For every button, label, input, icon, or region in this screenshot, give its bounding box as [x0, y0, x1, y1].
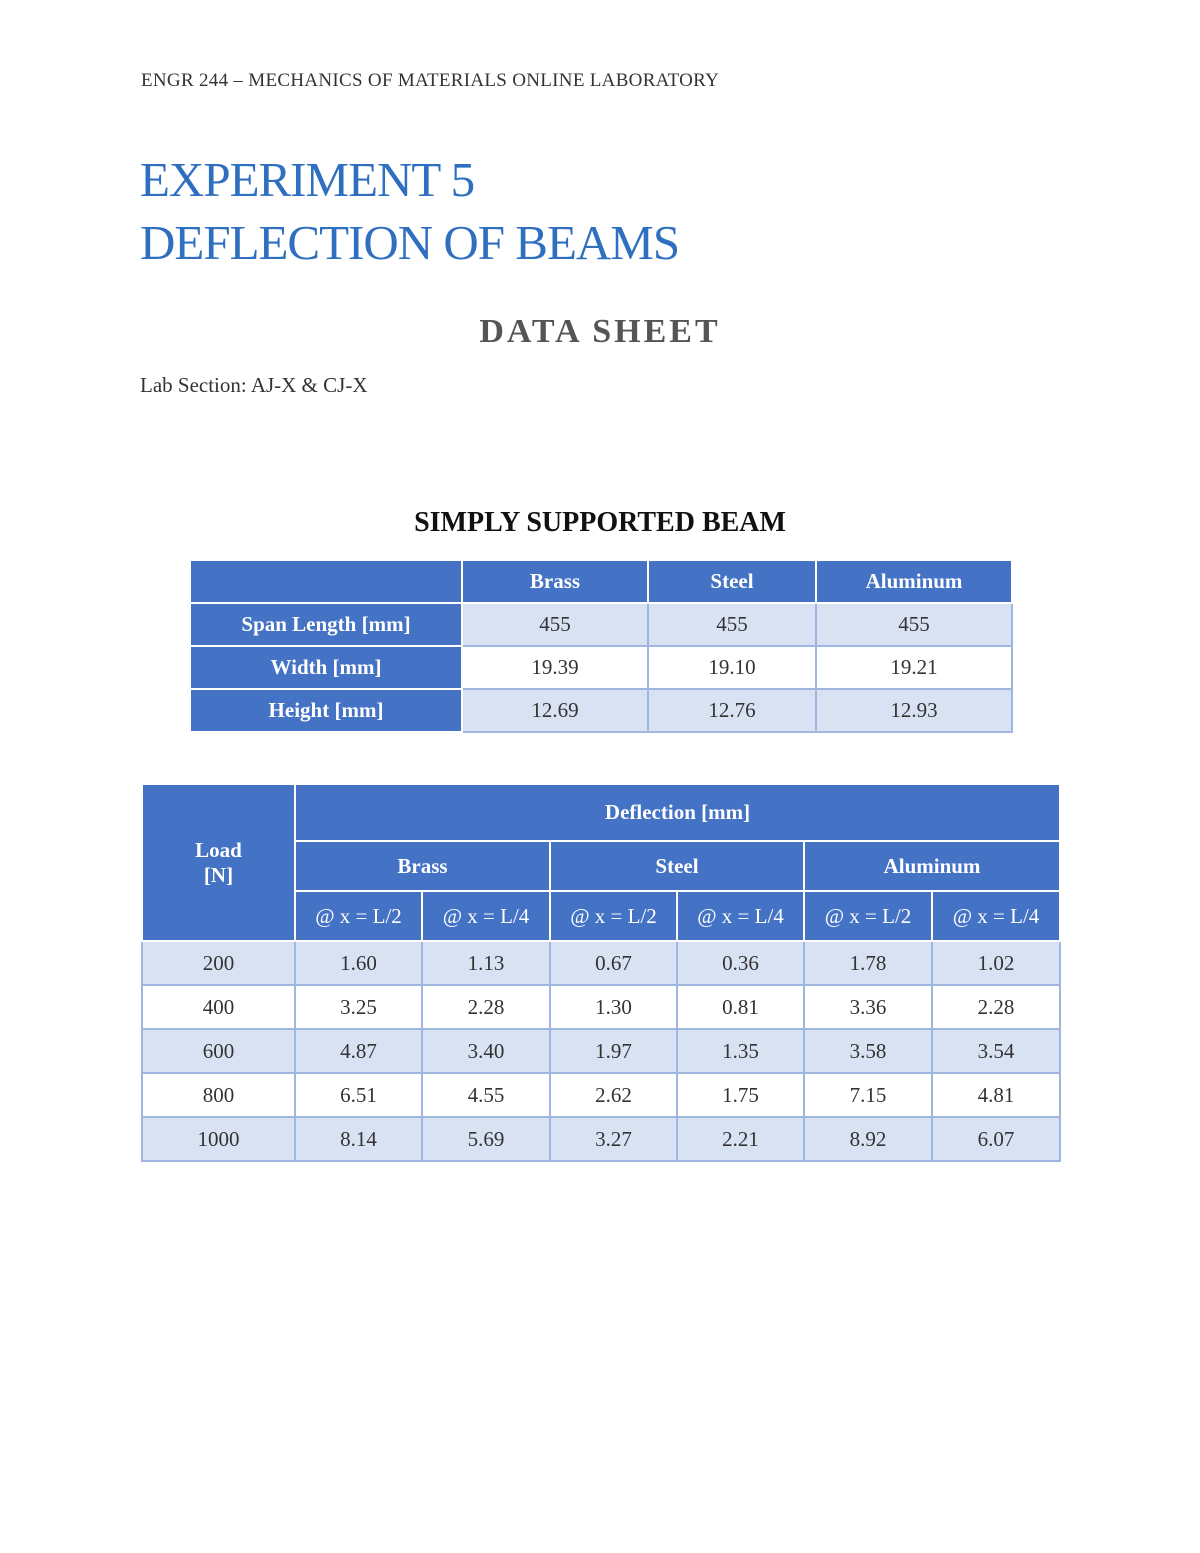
deflection-cell: 3.25 — [295, 985, 422, 1029]
deflection-cell: 3.36 — [804, 985, 932, 1029]
deflection-table — [141, 783, 1061, 1162]
deflection-cell: 4.87 — [295, 1029, 422, 1073]
deflection-cell: 1.75 — [677, 1073, 804, 1117]
deflection-cell: 2.21 — [677, 1117, 804, 1161]
deflection-cell: 1.35 — [677, 1029, 804, 1073]
deflection-cell: 1.02 — [932, 941, 1060, 985]
props-cell: 19.21 — [816, 646, 1012, 689]
position-header: @ x = L/4 — [932, 891, 1060, 941]
deflection-cell: 0.67 — [550, 941, 677, 985]
deflection-cell: 1.97 — [550, 1029, 677, 1073]
load-cell: 1000 — [142, 1117, 295, 1161]
props-cell: 455 — [816, 603, 1012, 646]
load-cell: 400 — [142, 985, 295, 1029]
material-header-steel: Steel — [550, 841, 804, 891]
props-row-label: Width [mm] — [190, 646, 462, 689]
section-title: SIMPLY SUPPORTED BEAM — [414, 507, 786, 538]
experiment-title — [140, 148, 679, 274]
deflection-cell: 0.81 — [677, 985, 804, 1029]
props-cell: 455 — [462, 603, 648, 646]
table-row — [142, 941, 1060, 985]
position-header: @ x = L/4 — [422, 891, 550, 941]
deflection-cell: 1.13 — [422, 941, 550, 985]
deflection-cell: 4.55 — [422, 1073, 550, 1117]
props-cell: 19.10 — [648, 646, 816, 689]
deflection-cell: 6.07 — [932, 1117, 1060, 1161]
deflection-cell: 8.14 — [295, 1117, 422, 1161]
deflection-cell: 3.27 — [550, 1117, 677, 1161]
load-cell: 800 — [142, 1073, 295, 1117]
props-col-aluminum: Aluminum — [816, 560, 1012, 603]
props-col-brass: Brass — [462, 560, 648, 603]
props-corner-cell — [190, 560, 462, 603]
deflection-cell: 2.28 — [422, 985, 550, 1029]
deflection-cell: 1.78 — [804, 941, 932, 985]
table-row — [142, 1117, 1060, 1161]
deflection-cell: 0.36 — [677, 941, 804, 985]
deflection-cell: 3.40 — [422, 1029, 550, 1073]
deflection-cell: 1.60 — [295, 941, 422, 985]
deflection-cell: 3.54 — [932, 1029, 1060, 1073]
position-header: @ x = L/2 — [295, 891, 422, 941]
props-row-label: Height [mm] — [190, 689, 462, 732]
beam-properties-table — [189, 559, 1013, 733]
load-header-line2: [N] — [203, 862, 234, 887]
props-cell: 12.93 — [816, 689, 1012, 732]
position-header: @ x = L/2 — [804, 891, 932, 941]
data-sheet-heading: DATA SHEET — [479, 313, 721, 350]
props-col-steel: Steel — [648, 560, 816, 603]
props-row-width — [190, 646, 1012, 689]
material-header-aluminum: Aluminum — [804, 841, 1060, 891]
props-cell: 19.39 — [462, 646, 648, 689]
deflection-group-header: Deflection [mm] — [295, 784, 1060, 841]
deflection-cell: 7.15 — [804, 1073, 932, 1117]
position-header: @ x = L/4 — [677, 891, 804, 941]
deflection-cell: 6.51 — [295, 1073, 422, 1117]
deflection-cell: 2.28 — [932, 985, 1060, 1029]
load-header-line1: Load — [195, 837, 242, 862]
table-row — [142, 1073, 1060, 1117]
deflection-cell: 5.69 — [422, 1117, 550, 1161]
deflection-cell: 8.92 — [804, 1117, 932, 1161]
props-row-label: Span Length [mm] — [190, 603, 462, 646]
table-row — [142, 985, 1060, 1029]
lab-section-label: Lab Section: AJ-X & CJ-X — [140, 373, 368, 397]
props-cell: 455 — [648, 603, 816, 646]
position-header: @ x = L/2 — [550, 891, 677, 941]
load-header — [142, 784, 295, 941]
table-row — [142, 1029, 1060, 1073]
load-cell: 600 — [142, 1029, 295, 1073]
props-row-height — [190, 689, 1012, 732]
deflection-cell: 3.58 — [804, 1029, 932, 1073]
props-cell: 12.69 — [462, 689, 648, 732]
load-cell: 200 — [142, 941, 295, 985]
deflection-cell: 1.30 — [550, 985, 677, 1029]
material-header-brass: Brass — [295, 841, 550, 891]
props-row-span — [190, 603, 1012, 646]
title-line-2: DEFLECTION OF BEAMS — [140, 215, 680, 270]
deflection-cell: 2.62 — [550, 1073, 677, 1117]
props-cell: 12.76 — [648, 689, 816, 732]
document-header: ENGR 244 – MECHANICS OF MATERIALS ONLINE LABORATORY — [141, 70, 720, 91]
deflection-cell: 4.81 — [932, 1073, 1060, 1117]
title-line-1: EXPERIMENT 5 — [140, 152, 475, 207]
